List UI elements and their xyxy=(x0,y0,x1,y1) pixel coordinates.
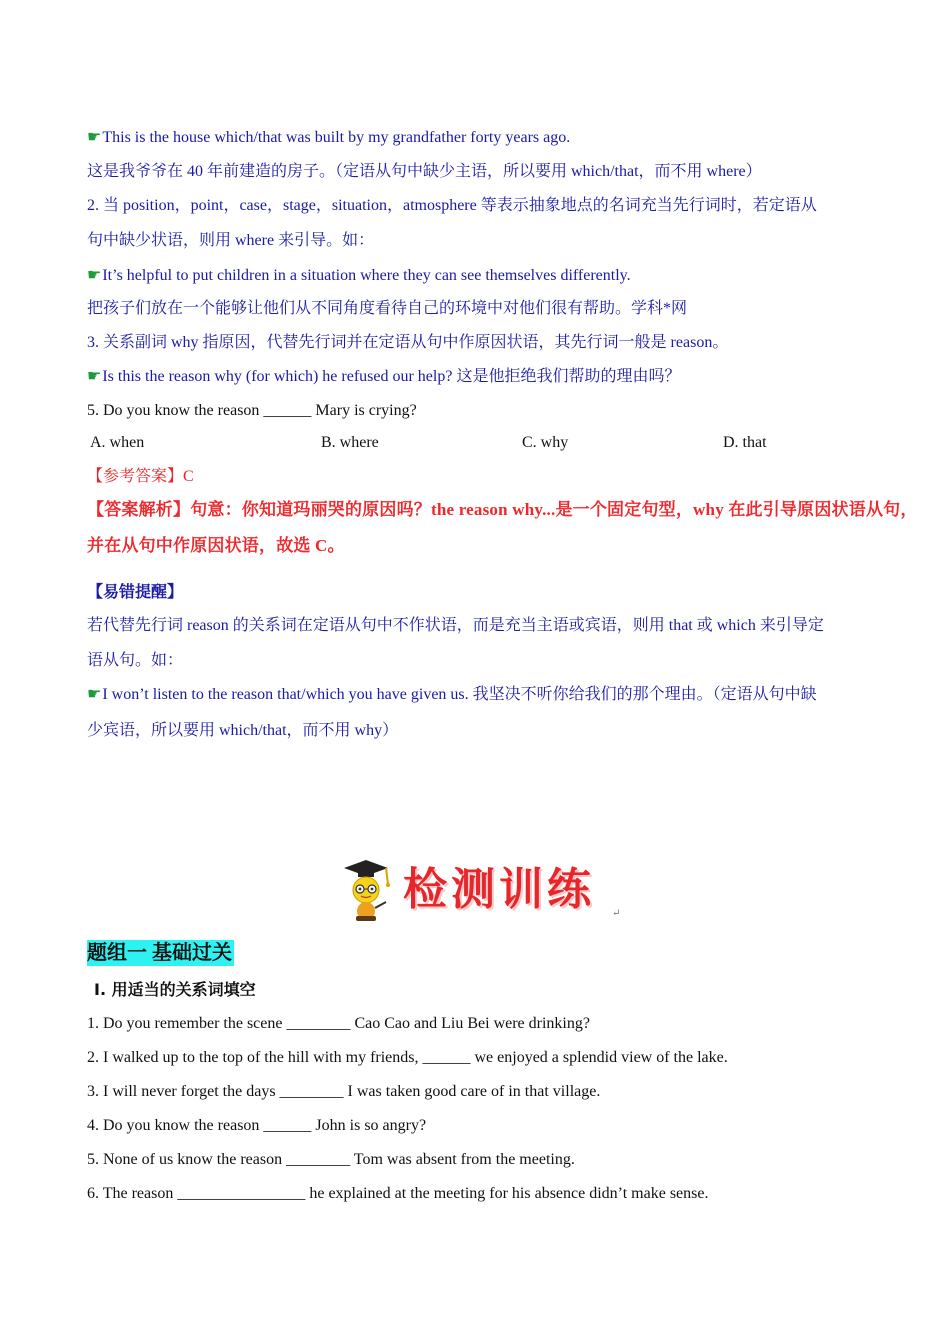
answer-analysis: 【答案解析】句意：你知道玛丽哭的原因吗？the reason why...是一个固定句型，why 在此引导原因状语从句， xyxy=(87,500,918,519)
example-sentence-situation: ☛It’s helpful to put children in a situation where they can see themselves differently. xyxy=(87,267,631,284)
scholar-mascot-icon xyxy=(338,858,398,922)
tip-text: 若代替先行词 reason 的关系词在定语从句中不作状语，而是充当主语或宾语，则用 that 或 which 来引导定 xyxy=(87,617,824,634)
option-c: C. why xyxy=(522,434,569,451)
exercise-item: 4. Do you know the reason ______ John is so angry? xyxy=(87,1117,427,1134)
section-title: I. 用适当的关系词填空 xyxy=(94,980,256,999)
answer-analysis-cont: 并在从句中作原因状语，故选 C。 xyxy=(87,536,345,555)
answer-options xyxy=(90,434,850,454)
exercise-item: 2. I walked up to the top of the hill with my friends, ______ we enjoyed a splendid view of the lake. xyxy=(87,1049,728,1066)
rule-2-text-cont: 句中缺少状语，则用 where 来引导。如： xyxy=(87,232,375,249)
question-5: 5. Do you know the reason ______ Mary is crying? xyxy=(87,402,417,419)
option-b: B. where xyxy=(321,434,379,451)
tip-text-cont: 语从句。如： xyxy=(87,652,184,669)
option-d: D. that xyxy=(723,434,767,451)
tip-example-cont: 少宾语，所以要用 which/that，而不用 why） xyxy=(87,722,399,739)
example-sentence-house: ☛This is the house which/that was built by my grandfather forty years ago. xyxy=(87,129,571,146)
tip-example: ☛I won’t listen to the reason that/which you have given us. 我坚决不听你给我们的那个理由。（定语从句中缺 xyxy=(87,686,817,703)
exercise-item: 6. The reason ________________ he explained at the meeting for his absence didn’t make sense. xyxy=(87,1185,709,1202)
example-translation-house: 这是我爷爷在 40 年前建造的房子。（定语从句中缺少主语，所以要用 which/that，而不用 where） xyxy=(87,163,762,180)
option-a: A. when xyxy=(90,434,145,451)
example-translation-situation: 把孩子们放在一个能够让他们从不同角度看待自己的环境中对他们很有帮助。学科*网 xyxy=(87,300,688,317)
rule-3-text: 3. 关系副词 why 指原因，代替先行词并在定语从句中作原因状语，其先行词一般是 reason。 xyxy=(87,334,729,351)
pointing-hand-icon: ☛ xyxy=(87,267,102,284)
return-mark: ↵ xyxy=(612,908,621,919)
pointing-hand-icon: ☛ xyxy=(87,129,102,146)
pointing-hand-icon: ☛ xyxy=(87,368,102,385)
practice-banner xyxy=(338,858,628,922)
exercise-item: 3. I will never forget the days ________ I was taken good care of in that village. xyxy=(87,1083,601,1100)
rule-2-text: 2. 当 position，point，case，stage，situation，atmosphere 等表示抽象地点的名词充当先行词时，若定语从 xyxy=(87,197,817,214)
exercise-item: 1. Do you remember the scene ________ Cao Cao and Liu Bei were drinking? xyxy=(87,1015,590,1032)
pointing-hand-icon: ☛ xyxy=(87,686,102,703)
exercise-item: 5. None of us know the reason ________ Tom was absent from the meeting. xyxy=(87,1151,575,1168)
example-sentence-reason: ☛Is this the reason why (for which) he refused our help? 这是他拒绝我们帮助的理由吗？ xyxy=(87,368,681,385)
reference-answer: 【参考答案】C xyxy=(87,468,194,485)
group-title: 题组一 基础过关 xyxy=(87,942,232,964)
tip-title: 【易错提醒】 xyxy=(87,584,184,601)
banner-title: 检测训练 xyxy=(403,864,595,915)
